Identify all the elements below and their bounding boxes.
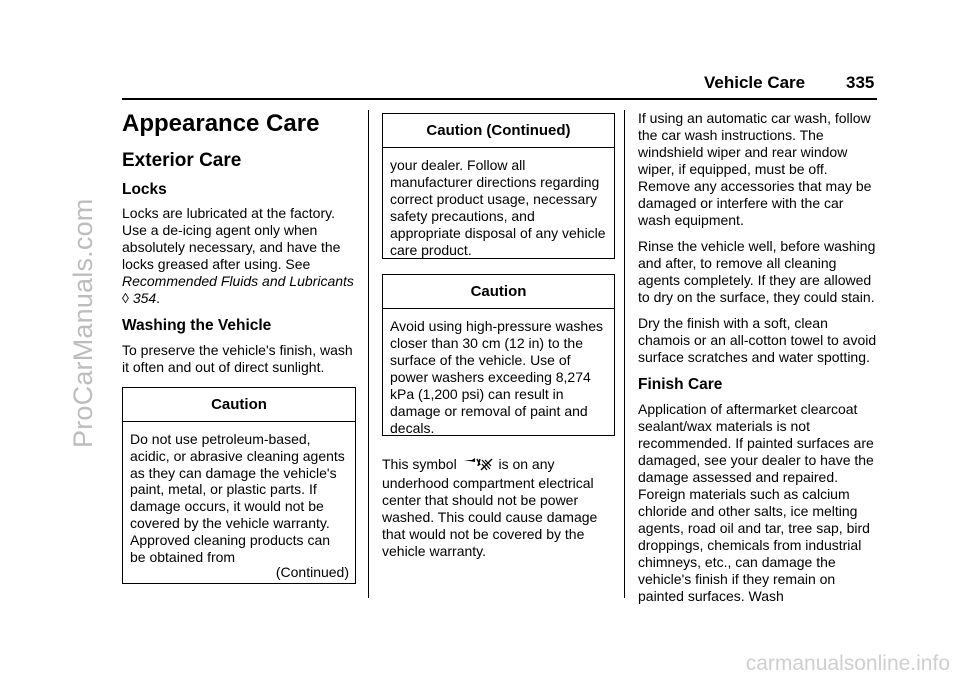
caution-2-title: Caution bbox=[383, 275, 614, 309]
dry-paragraph: Dry the finish with a soft, clean chamois or an all-cotton towel to avoid surface scratches and water spotting. bbox=[638, 315, 877, 365]
page-ref-arrow: ◊ bbox=[122, 290, 129, 306]
subheading: Exterior Care bbox=[122, 150, 242, 171]
caution-body: Do not use petroleum-based, acidic, or abrasive cleaning agents as they can damage the vehicle's paint, metal, or plastic parts. If damage occurs, it would not be covered by the vehicle warranty. Approved cleaning products can be obtained from bbox=[130, 431, 345, 565]
locks-paragraph bbox=[122, 205, 354, 307]
continued-label: (Continued) bbox=[275, 564, 349, 580]
finish-care-heading: Finish Care bbox=[638, 376, 723, 393]
column-1 bbox=[122, 110, 354, 385]
electrical-spray-icon bbox=[463, 457, 493, 475]
locks-reference-page[interactable]: 354 bbox=[132, 290, 157, 306]
car-wash-paragraph: If using an automatic car wash, follow the car wash instructions. The windshield wiper and rear window wiper, if equipped, must be off. Remove any accessories that may be damaged or interfere with the car wash equipment. bbox=[638, 110, 872, 228]
footer-watermark: carmanualsonline.info bbox=[745, 652, 950, 675]
page-heading: Appearance Care bbox=[122, 110, 320, 137]
locks-text: Locks are lubricated at the factory. Use a de-icing agent only when absolutely necessary, and have the locks greased after using. See bbox=[122, 205, 341, 272]
symbol-text-after: is on any underhood compartment electrical center that should not be power washed. This could cause damage that would not be covered by the vehicle warranty. bbox=[382, 456, 598, 559]
side-watermark: ProCarManuals.com bbox=[68, 198, 98, 448]
page-number: 335 bbox=[846, 73, 875, 92]
header-rule bbox=[122, 98, 877, 100]
finish-care-paragraph: Application of aftermarket clearcoat sealant/wax materials is not recommended. If painted surfaces are damaged, see your dealer to have the damage assessed and repaired. Foreign materials such as calcium chloride and other salts, ice melting agents, road oil and tar, tree sap, bird droppings, chemicals from industrial chimneys, etc., can damage the vehicle's finish if they remain on painted surfaces. Wash bbox=[638, 401, 874, 604]
symbol-paragraph bbox=[382, 456, 614, 560]
caution-box-1 bbox=[122, 387, 356, 584]
caution-title: Caution bbox=[123, 388, 355, 422]
washing-paragraph: To preserve the vehicle's finish, wash it often and out of direct sunlight. bbox=[122, 342, 353, 375]
caution-box-2 bbox=[382, 274, 615, 436]
caution-continued-title: Caution (Continued) bbox=[383, 114, 614, 148]
locks-heading: Locks bbox=[122, 181, 167, 198]
column-divider-1 bbox=[368, 110, 369, 598]
caution-continued-body: your dealer. Follow all manufacturer directions regarding correct product usage, necessary safety precautions, and appropriate disposal of any vehicle care product. bbox=[390, 157, 606, 258]
caution-2-body: Avoid using high-pressure washes closer than 30 cm (12 in) to the surface of the vehicle. Use of power washers exceeding 8,274 kPa (1,200 psi) can result in damage or removal of paint and decals. bbox=[390, 318, 603, 436]
locks-end: . bbox=[156, 290, 161, 306]
caution-box-continued bbox=[382, 113, 615, 259]
section-title: Vehicle Care bbox=[704, 73, 806, 92]
column-divider-2 bbox=[624, 110, 625, 598]
locks-reference[interactable]: Recommended Fluids and Lubricants bbox=[122, 273, 354, 289]
washing-heading: Washing the Vehicle bbox=[122, 317, 272, 334]
column-3 bbox=[638, 110, 878, 614]
symbol-text-before: This symbol bbox=[382, 456, 457, 472]
rinse-paragraph: Rinse the vehicle well, before washing and after, to remove all cleaning agents completely. If they are allowed to dry on the surface, they could stain. bbox=[638, 238, 876, 305]
